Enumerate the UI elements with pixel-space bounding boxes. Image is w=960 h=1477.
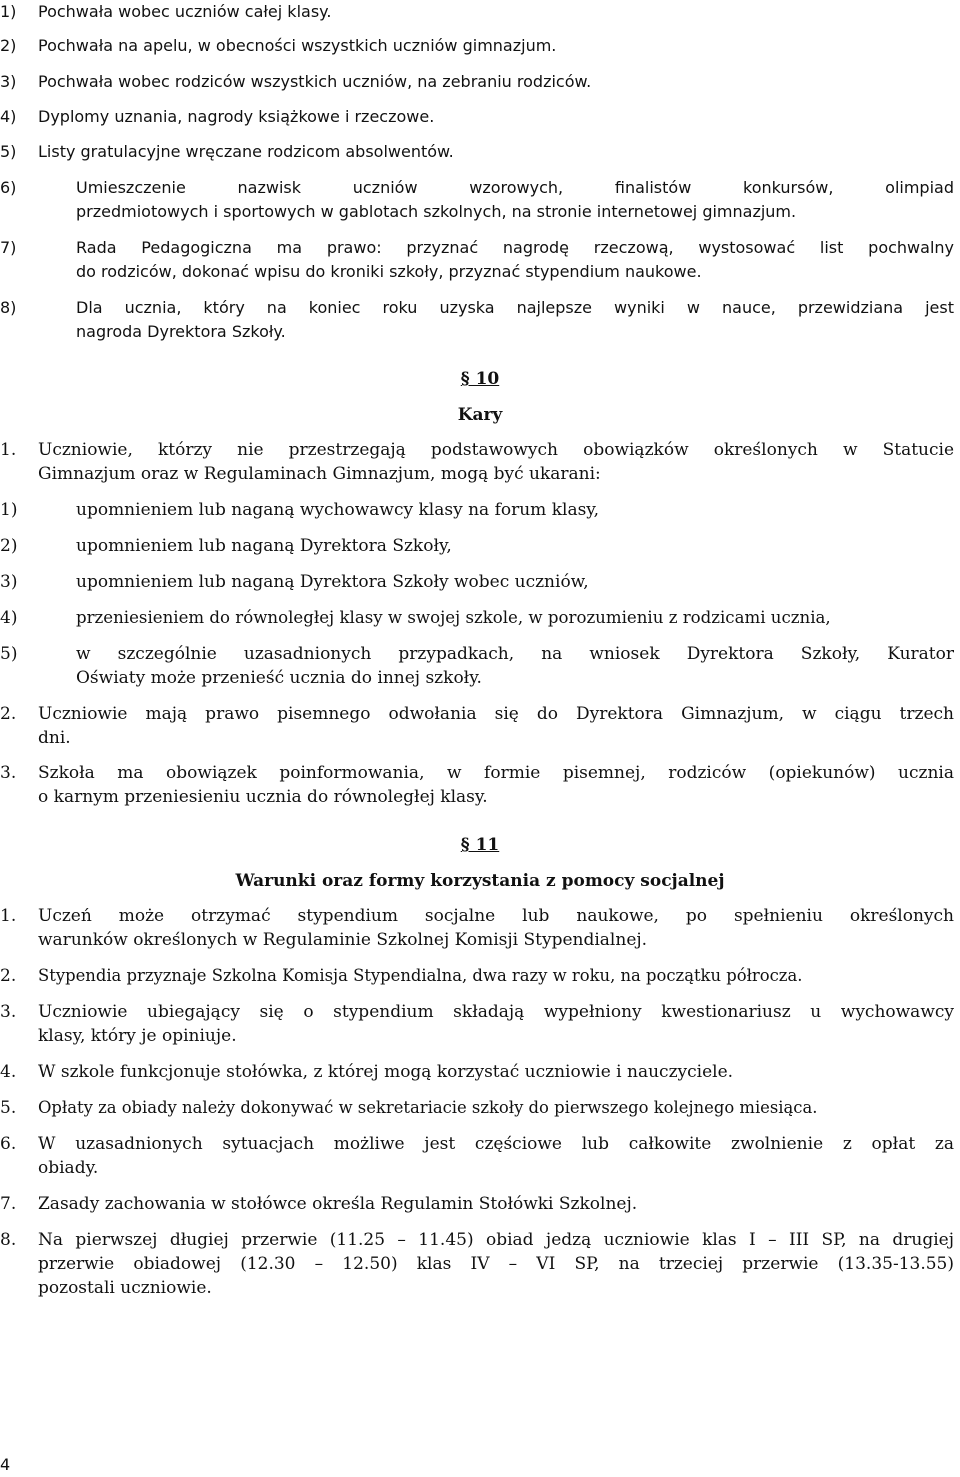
list-item	[0, 570, 960, 594]
item-text: Dyplomy uznania, nagrody książkowe i rzeczowe.	[38, 107, 435, 126]
point-text: W szkole funkcjonuje stołówka, z której mogą korzystać uczniowie i nauczyciele.	[38, 1062, 734, 1082]
point-text-line: Szkoła ma obowiązek poinformowania, w formie pisemnej, rodziców (opiekunów) ucznia	[38, 763, 954, 783]
point-number: 3.	[0, 1002, 17, 1022]
point	[0, 1192, 960, 1216]
section-number	[0, 833, 960, 857]
item-number: 3)	[0, 572, 18, 592]
point-text-line: warunków określonych w Regulaminie Szkolnej Komisji Stypendialnej.	[38, 930, 648, 950]
list-item	[0, 0, 960, 24]
item-number: 5)	[0, 644, 18, 664]
point	[0, 1060, 960, 1084]
point-text-line: Uczniowie ubiegający się o stypendium składają wypełniony kwestionariusz u wychowawcy	[38, 1002, 954, 1022]
point-text-line: Na pierwszej długiej przerwie (11.25 – 11.45) obiad jedzą uczniowie klas I – III SP, na drugiej	[38, 1230, 954, 1250]
point-text-line: obiady.	[38, 1158, 99, 1178]
point-text-line: o karnym przeniesieniu ucznia do równoległej klasy.	[38, 787, 488, 807]
point-text-line: W uzasadnionych sytuacjach możliwe jest częściowe lub całkowite zwolnienie z opłat za	[38, 1134, 954, 1154]
list-item	[0, 534, 960, 558]
point-text-line: przerwie obiadowej (12.30 – 12.50) klas IV – VI SP, na trzeciej przerwie (13.35-13.55)	[38, 1254, 954, 1274]
point-text-line: Uczniowie mają prawo pisemnego odwołania się do Dyrektora Gimnazjum, w ciągu trzech	[38, 704, 954, 724]
point-number: 4.	[0, 1062, 17, 1082]
list-item	[0, 498, 960, 522]
point-text-line: pozostali uczniowie.	[38, 1278, 212, 1298]
point-number: 2.	[0, 966, 17, 986]
list-item	[0, 70, 960, 94]
item-text-line: nagroda Dyrektora Szkoły.	[76, 322, 286, 341]
list-item	[0, 140, 960, 164]
item-text: upomnieniem lub naganą wychowawcy klasy na forum klasy,	[76, 500, 600, 520]
item-text-line: przedmiotowych i sportowych w gablotach szkolnych, na stronie internetowej gimnazjum.	[76, 202, 797, 221]
point-number: 6.	[0, 1134, 17, 1154]
section11-number: § 11	[460, 835, 500, 855]
item-text: upomnieniem lub naganą Dyrektora Szkoły wobec uczniów,	[76, 572, 589, 592]
section-title: Kary	[457, 405, 503, 425]
item-number: 2)	[0, 536, 18, 556]
list-item	[0, 34, 960, 58]
point-number: 3.	[0, 763, 17, 783]
item-text: Listy gratulacyjne wręczane rodzicom absolwentów.	[38, 142, 454, 161]
point	[0, 964, 960, 988]
point-text-line: dni.	[38, 728, 71, 748]
item-number: 1)	[0, 500, 18, 520]
item-number: 6)	[0, 178, 17, 197]
item-number: 4)	[0, 608, 18, 628]
item-text: Pochwała na apelu, w obecności wszystkich uczniów gimnazjum.	[38, 36, 557, 55]
section-title: Warunki oraz formy korzystania z pomocy socjalnej	[235, 871, 725, 891]
point-text-line: klasy, który je opiniuje.	[38, 1026, 237, 1046]
item-number: 7)	[0, 238, 17, 257]
item-text-line: w szczególnie uzasadnionych przypadkach, na wniosek Dyrektora Szkoły, Kurator	[76, 644, 954, 664]
item-text: przeniesieniem do równoległej klasy w swojej szkole, w porozumieniu z rodzicami ucznia,	[76, 608, 831, 627]
item-number: 2)	[0, 36, 17, 55]
item-text-line: Dla ucznia, który na koniec roku uzyska najlepsze wyniki w nauce, przewidziana jest	[76, 298, 954, 317]
item-number: 4)	[0, 107, 17, 126]
point-number: 1.	[0, 906, 17, 926]
item-text: Pochwała wobec rodziców wszystkich uczniów, na zebraniu rodziców.	[38, 72, 592, 91]
point-text-line: Uczniowie, którzy nie przestrzegają podstawowych obowiązków określonych w Statucie	[38, 440, 954, 460]
item-number: 3)	[0, 72, 17, 91]
point-number: 1.	[0, 440, 17, 460]
section-number	[0, 367, 960, 391]
section10-number: § 10	[460, 369, 500, 389]
point-text: Opłaty za obiady należy dokonywać w sekretariacie szkoły do pierwszego kolejnego miesiąca.	[38, 1098, 818, 1117]
item-number: 8)	[0, 298, 17, 317]
item-text-line: do rodziców, dokonać wpisu do kroniki szkoły, przyznać stypendium naukowe.	[76, 262, 702, 281]
item-text-line: Rada Pedagogiczna ma prawo: przyznać nagrodę rzeczową, wystosować list pochwalny	[76, 238, 954, 257]
list-item	[0, 105, 960, 129]
point	[0, 1096, 960, 1120]
page-number: 4	[0, 1455, 11, 1474]
item-text-line: Oświaty może przenieść ucznia do innej szkoły.	[76, 668, 482, 688]
item-text-line: Umieszczenie nazwisk uczniów wzorowych, finalistów konkursów, olimpiad	[76, 178, 954, 197]
point-text-line: Gimnazjum oraz w Regulaminach Gimnazjum, mogą być ukarani:	[38, 464, 601, 484]
list-item	[0, 606, 960, 630]
item-text: Pochwała wobec uczniów całej klasy.	[38, 2, 332, 21]
point-text: Stypendia przyznaje Szkolna Komisja Stypendialna, dwa razy w roku, na początku półrocza.	[38, 966, 803, 985]
point-text: Zasady zachowania w stołówce określa Regulamin Stołówki Szkolnej.	[38, 1194, 638, 1214]
point-text-line: Uczeń może otrzymać stypendium socjalne lub naukowe, po spełnieniu określonych	[38, 906, 954, 926]
point-number: 8.	[0, 1230, 17, 1250]
point-number: 2.	[0, 704, 17, 724]
point-number: 5.	[0, 1098, 17, 1118]
item-number: 1)	[0, 2, 17, 21]
point-number: 7.	[0, 1194, 17, 1214]
item-text: upomnieniem lub naganą Dyrektora Szkoły,	[76, 536, 452, 556]
item-number: 5)	[0, 142, 17, 161]
